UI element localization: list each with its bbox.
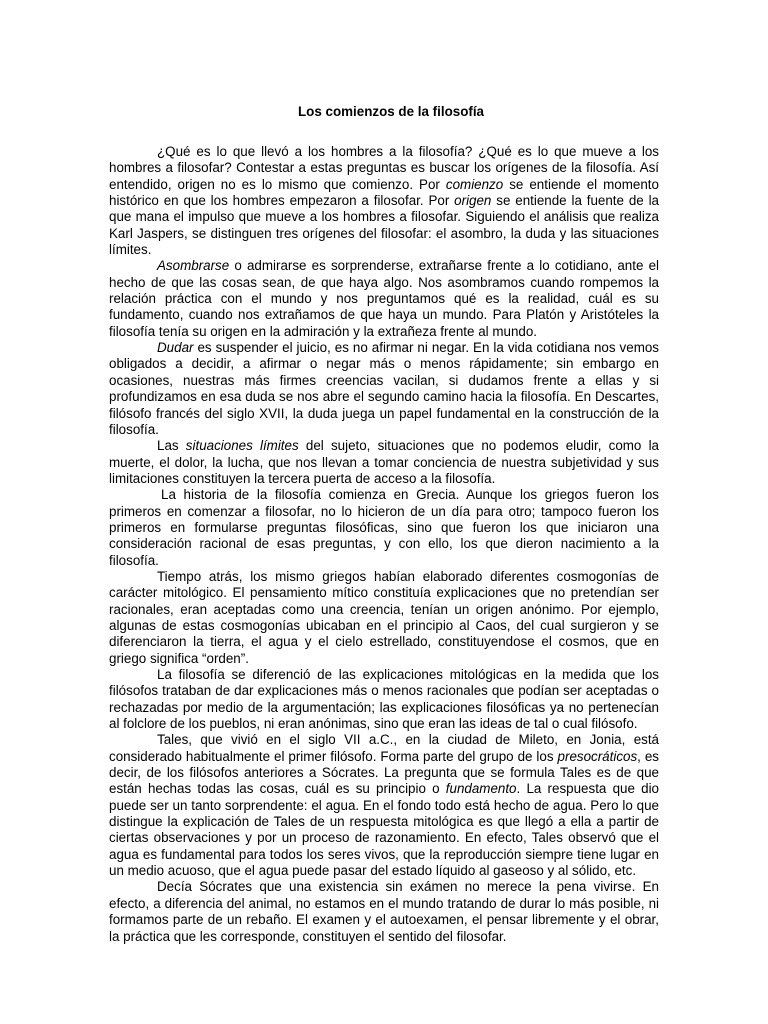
- document-title: Los comienzos de la filosofía: [297, 104, 485, 119]
- italic-term: comienzo: [445, 176, 504, 192]
- text-run: . La respuesta que dio puede ser un tanto sorprendente: el agua. En el fondo todo está hecho de agua. Pero lo que distingue la explicación de Tales de un respuesta mitológica es que llegó a ella a partir de ciertas observaciones y por un proceso de razonamiento. En efecto, Tales observó que el agua es fundamental para todos los seres vivos, que la reproducción siempre tiene lugar en un medio acuoso, que el agua puede pasar del estado líquido al gaseoso y al sólido, etc.: [109, 781, 659, 879]
- paragraph-tales: [109, 732, 659, 879]
- text-run: La historia de la filosofía comienza en Grecia. Aunque los griegos fueron los primeros en comenzar a filosofar, no lo hicieron de un día para otro; tampoco fueron los primeros en formularse preguntas filosóficas, sino que fueron los que iniciaron una consideración racional de esas preguntas, y con ello, los que dieron nacimiento a la filosofía.: [109, 487, 659, 568]
- document-body: [109, 144, 659, 945]
- text-run: Tiempo atrás, los mismo griegos habían elaborado diferentes cosmogonías de carácter mitológico. El pensamiento mítico constituía explicaciones que no pretendían ser racionales, eran aceptadas como una creencia, tenían un origen anónimo. Por ejemplo, algunas de estas cosmogonías ubicaban en el principio al Caos, del cual surgieron y se diferenciaron la tierra, el agua y el cielo estrellado, constituyendose el cosmos, que en griego significa “orden”.: [109, 568, 659, 666]
- italic-term: fundamento: [445, 781, 517, 797]
- text-run: se entiende la fuente de la que mana el impulso que mueve a los hombres a filosofar. Siguiendo el análisis que realiza Karl Jaspers, se distinguen tres orígenes del filosofar: el asombro, la duda y las situaciones límites.: [109, 193, 660, 258]
- text-run: del sujeto, situaciones que no podemos eludir, como la muerte, el dolor, la lucha, que nos llevan a tomar conciencia de nuestra subjetividad y sus limitaciones constituyen la tercera puerta de acceso a la filosofía.: [109, 438, 660, 486]
- paragraph-cosmogonias: [109, 569, 659, 667]
- text-run: Decía Sócrates que una existencia sin exámen no merece la pena vivirse. En efecto, a diferencia del animal, no estamos en el mundo tratando de durar lo más posible, ni formamos parte de un rebaño. El examen y el autoexamen, el pensar libremente y el obrar, la práctica que les corresponde, constituyen el sentido del filosofar.: [109, 879, 659, 944]
- italic-term: Dudar: [157, 340, 194, 356]
- italic-term: Asombrarse: [157, 258, 230, 274]
- text-run: , es decir, de los filósofos anteriores a Sócrates. La pregunta que se formula Tales es de que están hechas todas las cosas, cuál es su principio o: [109, 748, 659, 797]
- text-run: Las: [157, 438, 186, 454]
- paragraph-grecia: [109, 487, 659, 569]
- text-run: se entiende el momento histórico en que los hombres empezaron a filosofar. Por: [109, 176, 659, 209]
- text-run: Tales, que vivió en el siglo VII a.C., en la ciudad de Mileto, en Jonia, está considerado habitualmente el primer filósofo. Forma parte del grupo de los: [109, 732, 659, 764]
- text-run: La filosofía se diferenció de las explicaciones mitológicas en la medida que los filósofos trataban de dar explicaciones más o menos racionales que podían ser aceptadas o rechazadas por medio de la argumentación; las explicaciones filosóficas ya no pertenecían al folclore de los pueblos, ni eran anónimas, sino que eran las ideas de tal o cual filósofo.: [109, 667, 659, 732]
- paragraph-duda: [109, 340, 659, 438]
- paragraph-situaciones-limites: [109, 438, 659, 487]
- text-run: es suspender el juicio, es no afirmar ni negar. En la vida cotidiana nos vemos obligados a decidir, a afirmar o negar más o menos rápidamente; sin embargo en ocasiones, nuestras más firmes creencias vacilan, si dudamos frente a ellas y si profundizamos en esa duda se nos abre el segundo camino hacia la filosofía. En Descartes, filósofo francés del siglo XVII, la duda juega un papel fundamental en la construcción de la filosofía.: [109, 340, 659, 437]
- text-run: o admirarse es sorprenderse, extrañarse frente a lo cotidiano, ante el hecho de que las cosas sean, de que haya algo. Nos asombramos cuando rompemos la relación práctica con el mundo y nos preguntamos qué es la realidad, cuál es su fundamento, cuando nos extrañamos de que haya un mundo. Para Platón y Aristóteles la filosofía tenía su origen en la admiración y la extrañeza frente al mundo.: [109, 258, 659, 339]
- paragraph-socrates: [109, 879, 659, 944]
- italic-term: situaciones límites: [185, 438, 299, 454]
- paragraph-asombro: [109, 258, 659, 340]
- text-run: ¿Qué es lo que llevó a los hombres a la filosofía? ¿Qué es lo que mueve a los hombres a filosofar? Contestar a estas preguntas es buscar los orígenes de la filosofía. Así entendido, origen no es lo mismo que comienzo. Por: [109, 144, 659, 192]
- paragraph-explicaciones: [109, 667, 659, 732]
- paragraph-origins: [109, 144, 659, 258]
- italic-term: presocráticos: [557, 748, 638, 764]
- italic-term: origen: [454, 193, 492, 209]
